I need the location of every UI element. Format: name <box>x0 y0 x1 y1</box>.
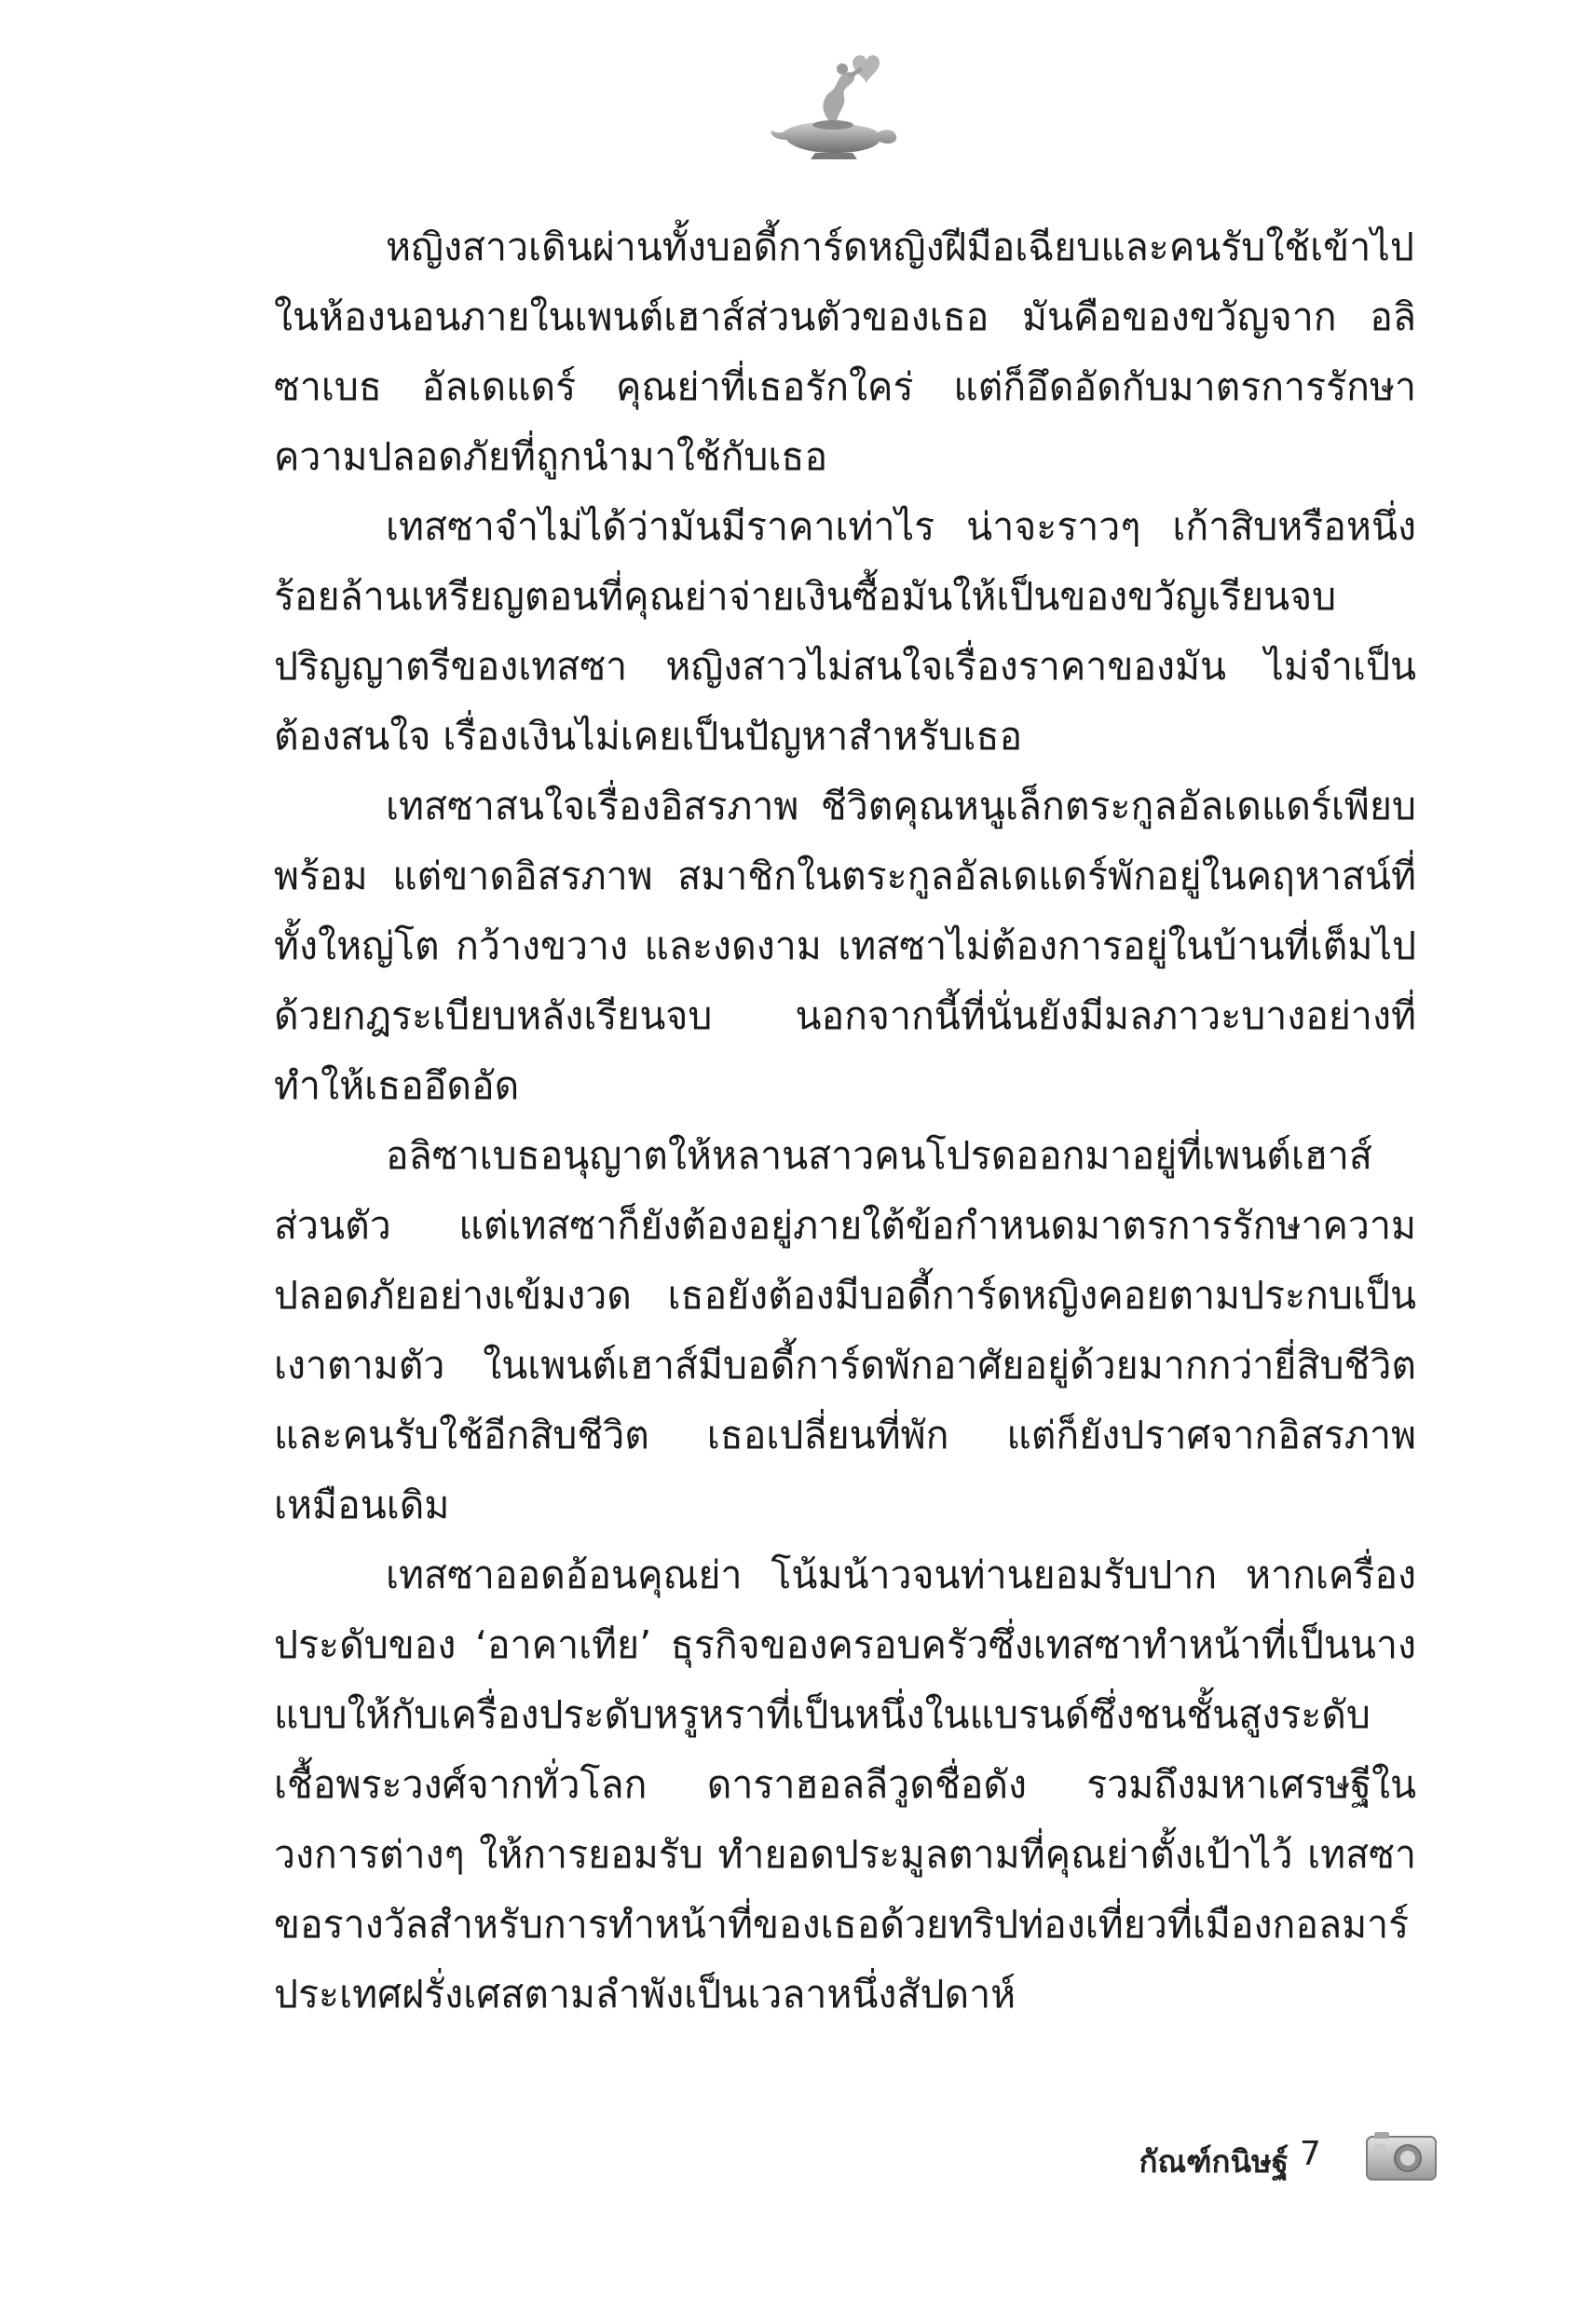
paragraph: เทสซาสนใจเรื่องอิสรภาพ ชีวิตคุณหนูเล็กตระกูลอัลเดแดร์เพียบพร้อม แต่ขาดอิสรภาพ สมาชิกในตระกูลอัลเดแดร์พักอยู่ในคฤหาสน์ที่ทั้งใหญ่โต กว้างขวาง และงดงาม เทสซาไม่ต้องการอยู่ในบ้านที่เต็มไปด้วยกฎระเบียบหลังเรียนจบ นอกจากนี้ที่นั่นยังมีมลภาวะบางอย่างที่ทำให้เธออึดอัด <box>274 784 1416 1108</box>
camera-icon <box>1365 2129 1439 2185</box>
page-footer <box>0 2129 1596 2195</box>
paragraph: หญิงสาวเดินผ่านทั้งบอดี้การ์ดหญิงฝีมือเฉียบและคนรับใช้เข้าไปในห้องนอนภายในเพนต์เฮาส์ส่วนตัวของเธอ มันคือของขวัญจาก อลิซาเบธ อัลเดแดร์ คุณย่าที่เธอรักใคร่ แต่ก็อึดอัดกับมาตรการรักษาความปลอดภัยที่ถูกนำมาใช้กับเธอ <box>274 225 1416 479</box>
page-number: 7 <box>1300 2135 1321 2173</box>
running-title: กัณฑ์กนิษฐ์ <box>1139 2143 1289 2180</box>
paragraph: เทสซาออดอ้อนคุณย่า โน้มน้าวจนท่านยอมรับปาก หากเครื่องประดับของ ‘อาคาเทีย’ ธุรกิจของครอบครัวซึ่งเทสซาทำหน้าที่เป็นนางแบบให้กับเครื่องประดับหรูหราที่เป็นหนึ่งในแบรนด์ซึ่งชนชั้นสูงระดับเชื้อพระวงศ์จากทั่วโลก ดาราฮอลลีวูดชื่อดัง รวมถึงมหาเศรษฐีในวงการต่างๆ ให้การยอมรับ ทำยอดประมูลตามที่คุณย่าตั้งเป้าไว้ เทสซาขอรางวัลสำหรับการทำหน้าที่ของเธอด้วยทริปท่องเที่ยวที่เมืองกอลมาร์ ประเทศฝรั่งเศสตามลำพังเป็นเวลาหนึ่งสัปดาห์ <box>274 1552 1416 2017</box>
body-text <box>274 212 1416 2030</box>
paragraph: อลิซาเบธอนุญาตให้หลานสาวคนโปรดออกมาอยู่ที่เพนต์เฮาส์ส่วนตัว แต่เทสซาก็ยังต้องอยู่ภายใต้ข้อกำหนดมาตรการรักษาความปลอดภัยอย่างเข้มงวด เธอยังต้องมีบอดี้การ์ดหญิงคอยตามประกบเป็นเงาตามตัว ในเพนต์เฮาส์มีบอดี้การ์ดพักอาศัยอยู่ด้วยมากกว่ายี่สิบชีวิตและคนรับใช้อีกสิบชีวิต เธอเปลี่ยนที่พัก แต่ก็ยังปราศจากอิสรภาพเหมือนเดิม <box>274 1133 1416 1527</box>
genie-lamp-ornament-icon <box>764 47 904 163</box>
paragraph: เทสซาจำไม่ได้ว่ามันมีราคาเท่าไร น่าจะราวๆ เก้าสิบหรือหนึ่งร้อยล้านเหรียญตอนที่คุณย่าจ่ายเงินซื้อมันให้เป็นของขวัญเรียนจบปริญญาตรีของเทสซา หญิงสาวไม่สนใจเรื่องราคาของมัน ไม่จำเป็นต้องสนใจ เรื่องเงินไม่เคยเป็นปัญหาสำหรับเธอ <box>274 504 1416 759</box>
